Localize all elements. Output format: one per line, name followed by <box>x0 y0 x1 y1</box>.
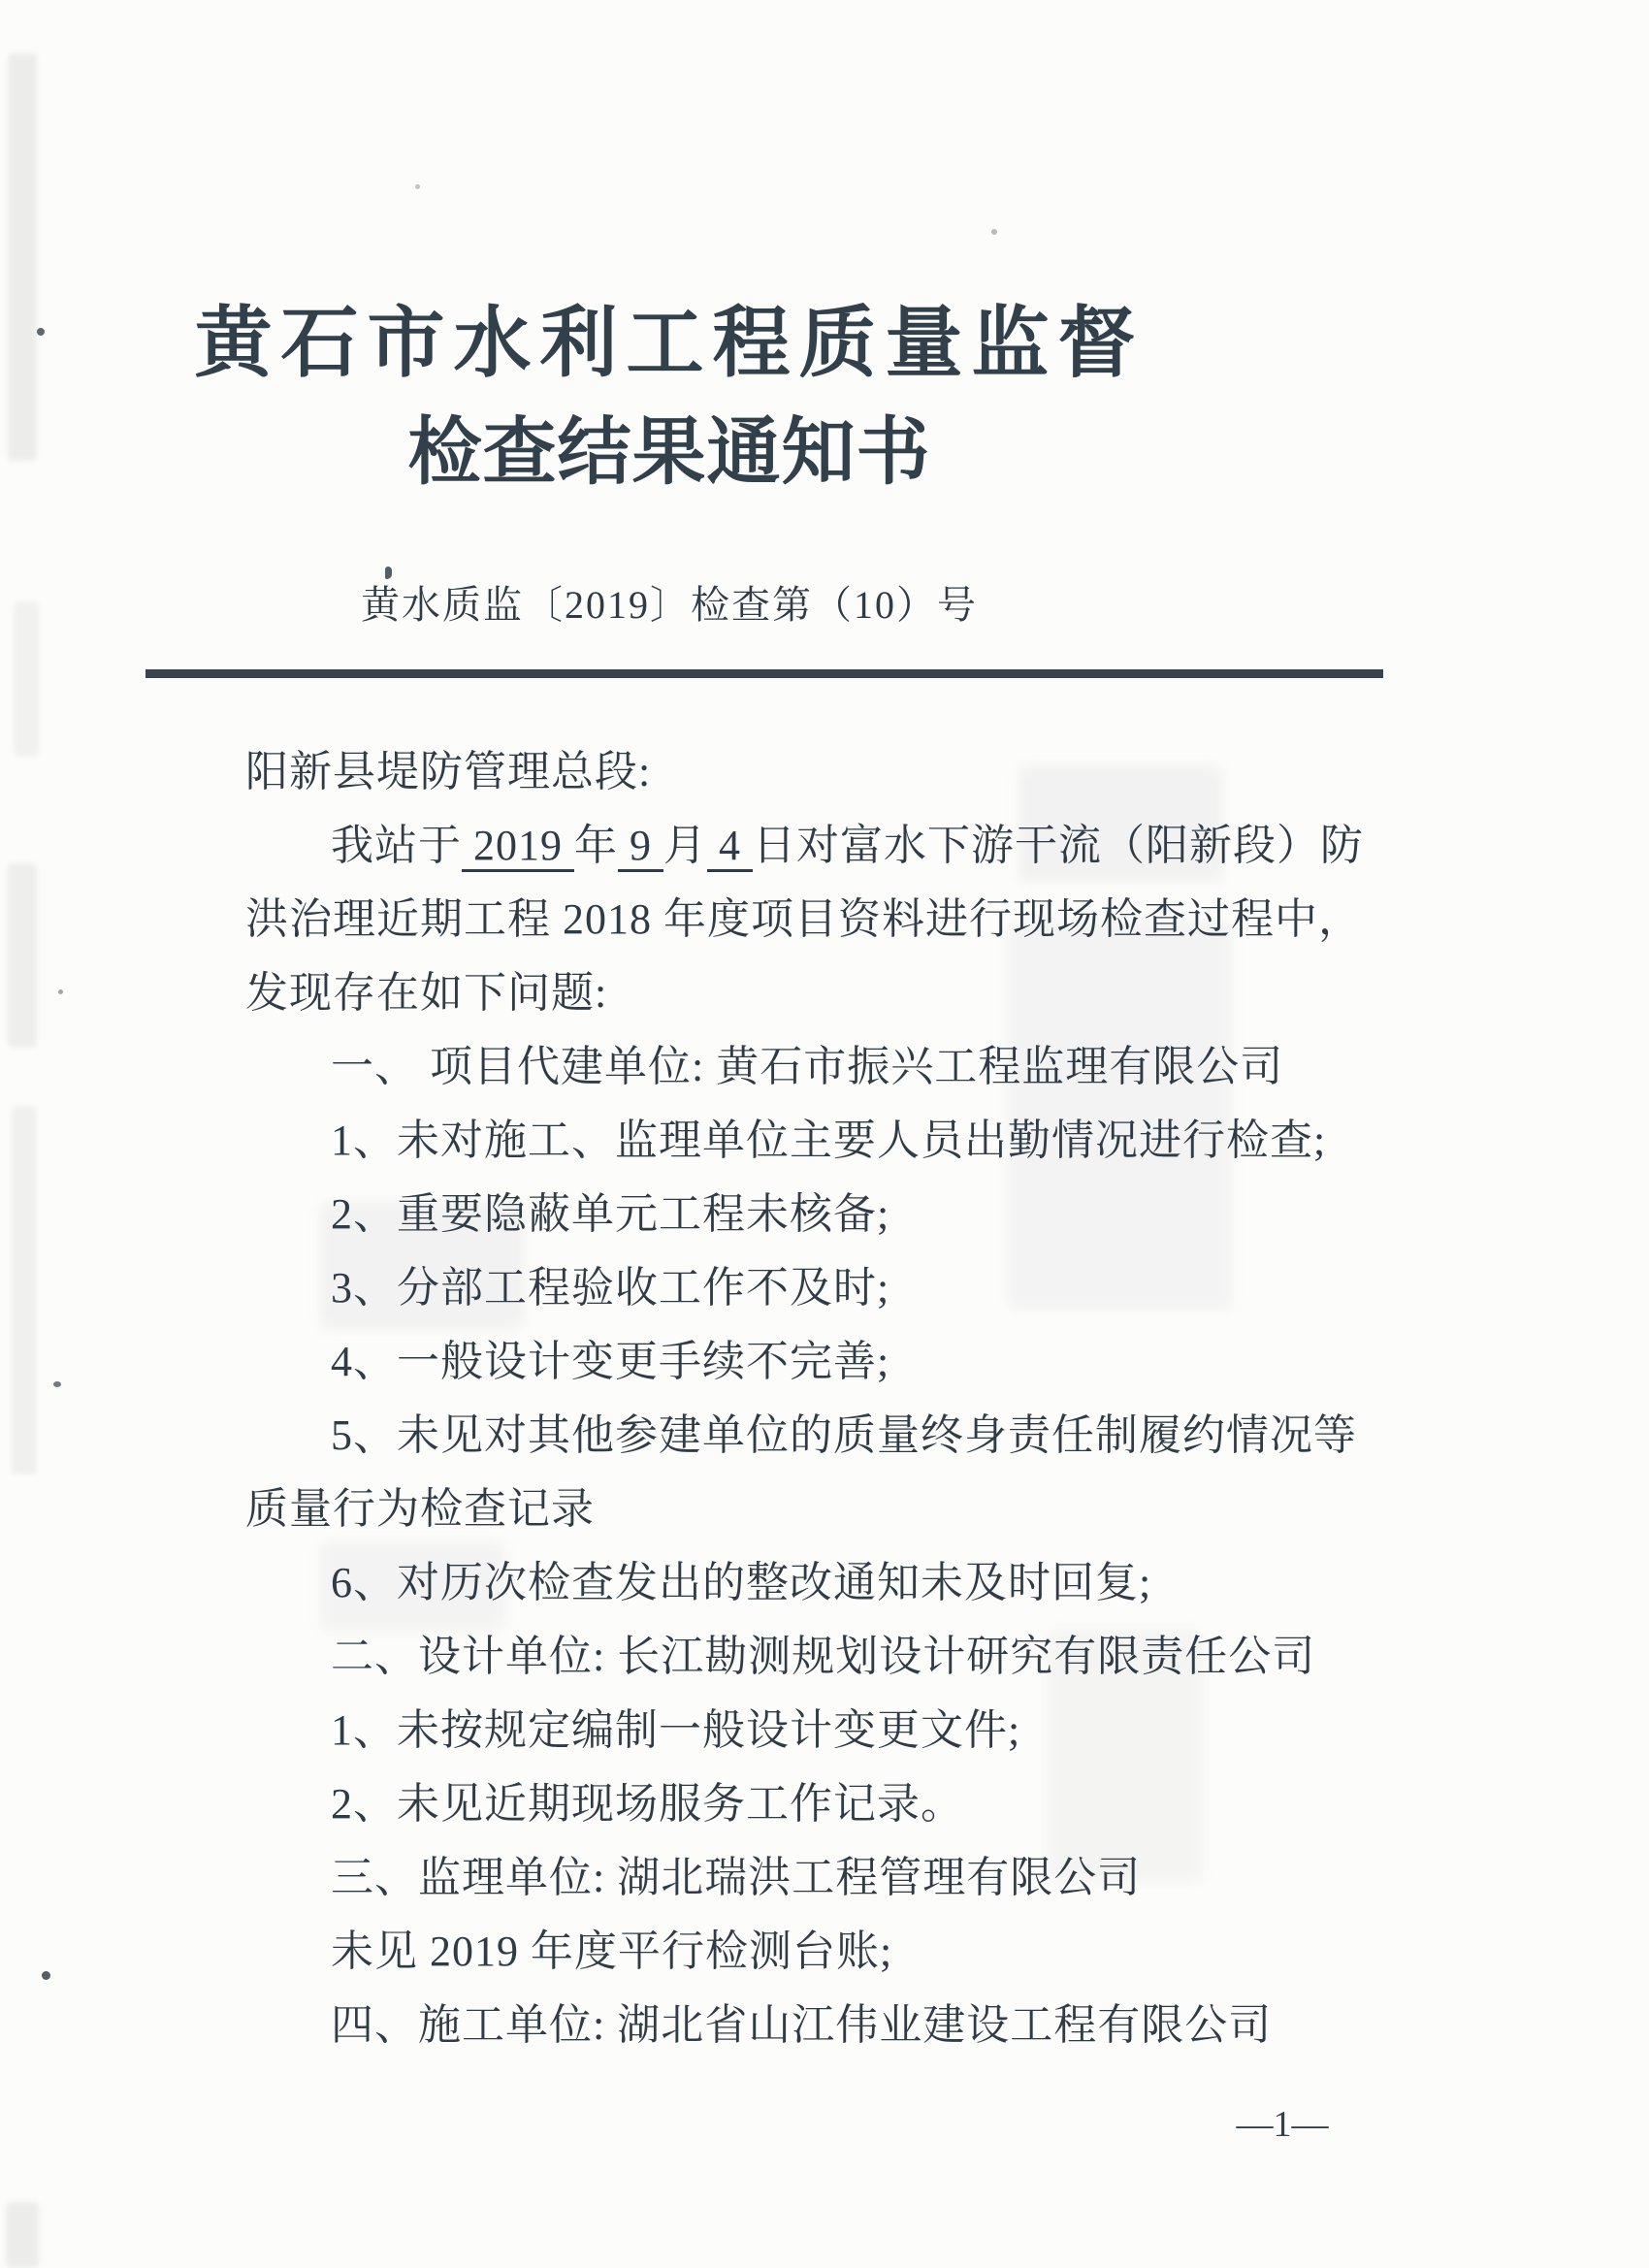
body-line <box>245 1473 1390 1546</box>
scan-streak <box>12 1106 37 1474</box>
line-text: 四、施工单位: 湖北省山江伟业建设工程有限公司 <box>331 2001 1273 2049</box>
scan-speck <box>53 1381 61 1387</box>
document-body <box>245 735 1390 2062</box>
line-text: 发现存在如下问题: <box>245 969 608 1017</box>
underlined-date-part: 2019 <box>462 822 574 872</box>
underlined-date-part: 4 <box>707 822 753 872</box>
scan-speck <box>991 229 997 235</box>
body-line <box>245 735 1390 809</box>
line-text: 4、一般设计变更手续不完善; <box>331 1338 890 1385</box>
underlined-date-part: 9 <box>618 822 663 872</box>
body-line <box>245 1104 1390 1178</box>
body-line <box>245 883 1390 956</box>
scan-streak <box>8 53 37 461</box>
line-text: 6、对历次检查发出的整改通知未及时回复; <box>331 1559 1152 1606</box>
line-text: 1、未按规定编制一般设计变更文件; <box>331 1706 1021 1754</box>
line-text: 5、未见对其他参建单位的质量终身责任制履约情况等 <box>331 1411 1357 1459</box>
body-line <box>245 809 1390 883</box>
line-text: 年 <box>574 822 618 869</box>
line-text: 洪治理近期工程 2018 年度项目资料进行现场检查过程中， <box>245 895 1362 943</box>
body-line <box>245 1620 1390 1694</box>
line-text: 阳新县堤防管理总段: <box>245 748 652 795</box>
body-line <box>245 956 1390 1030</box>
line-text: 未见 2019 年度平行检测台账; <box>331 1928 893 1975</box>
line-text: 月 <box>663 822 707 869</box>
scan-speck <box>42 1971 50 1980</box>
body-line <box>245 1251 1390 1325</box>
line-text: 日对富水下游干流（阳新段）防 <box>753 822 1364 869</box>
title-line-1: 黄石市水利工程质量监督 <box>194 302 1145 387</box>
body-line <box>245 1915 1390 1989</box>
scan-streak <box>14 601 39 757</box>
body-line <box>245 1546 1390 1620</box>
body-line <box>245 1030 1390 1104</box>
doc-reference-number: 黄水质监〔2019〕检查第（10）号 <box>361 583 978 627</box>
page-number: —1— <box>1236 2104 1329 2145</box>
scan-speck <box>415 184 420 189</box>
line-text: 1、未对施工、监理单位主要人员出勤情况进行检查; <box>331 1117 1327 1164</box>
scan-streak <box>8 863 37 1048</box>
body-line <box>245 1178 1390 1251</box>
line-text: 一、 项目代建单位: 黄石市振兴工程监理有限公司 <box>331 1043 1284 1090</box>
line-text: 二、设计单位: 长江勘测规划设计研究有限责任公司 <box>331 1633 1316 1680</box>
line-text: 2、重要隐蔽单元工程未核备; <box>331 1190 890 1238</box>
scan-speck <box>58 989 63 994</box>
body-line <box>245 1767 1390 1841</box>
document-title <box>146 296 1193 500</box>
body-line <box>245 1841 1390 1915</box>
body-line <box>245 1325 1390 1399</box>
line-text: 质量行为检查记录 <box>245 1485 595 1533</box>
scan-speck <box>37 328 45 336</box>
line-text: 3、分部工程验收工作不及时; <box>331 1264 890 1312</box>
line-text: 我站于 <box>331 822 462 869</box>
line-text: 三、监理单位: 湖北瑞洪工程管理有限公司 <box>331 1854 1142 1901</box>
line-text: 2、未见近期现场服务工作记录。 <box>331 1780 964 1828</box>
body-line <box>245 1399 1390 1473</box>
title-line-2: 检查结果通知书 <box>407 412 931 494</box>
scan-streak <box>6 2202 39 2268</box>
separator-rule <box>146 669 1383 678</box>
body-line <box>245 1989 1390 2062</box>
body-line <box>245 1694 1390 1767</box>
